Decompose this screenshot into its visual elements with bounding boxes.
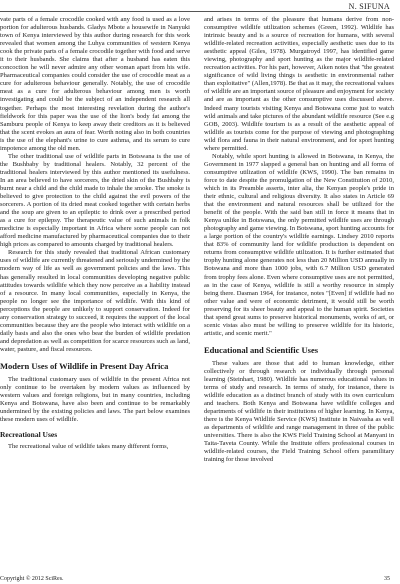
right-paragraph-1: and arises in terms of the pleasure that humans derive from non-consumptive wildlife utilization schemes (Green, 1992). Wildlife has intrinsic beauty and is a source of recreation for humans, with several wildlife-related recreation activities, especially aesthetic uses due to its aesthetic appeal (Giles, 1978). Murgatroyd 1997, has identified game viewing, photography and sport hunting as the major wildlife-related recreation activities. For his part, however, Aiken notes that "the greatest significance of wild living things is aesthetic in environmental rather than exploitative" (Allen,1978). Be that as it may, the recreational values of wildlife are an important source of pleasure and enjoyment for society and are as important as the other consumptive uses discussed above. Indeed many tourists visiting Kenya and Botswana come just to watch wild animals and take pictures of the abundant wildlife resource (See e.g GOB, 2003). Wildlife tourism is as a result of the aesthetic appeal of wildlife as tourists come for the purpose of viewing and photographing wild flora and fauna in their natural environment, and for sport hunting where permitted. [204,16,394,152]
left-paragraph-1: vate parts of a female crocodile cooked with any food is used as a love portion for adulterous husbands. Gladys Mbote a housewife in Nanyuki town of Kenya interviewed by this author during research for this work revealed that women among the Luhya communities of western Kenya cook the private parts of a female crocodile together with food and serve it to their husbands. She claims that after a husband has eaten this concoction he will never admire any other woman apart from his wife. Pharmaceutical companies could consider the use of crocodile meat as a cure for adulterous behaviour generally. Notably, the use of crocodile meat as a cure for adulterous behaviour among men is worth investigating and could be the subject of an independent research all together. Perhaps the most interesting revelation during the author's fieldwork for this paper was the use of the lion's body fat among the Samburu people of Kenya to keep away their creditors as it is believed that the scent evokes an aura of fear. Worth noting also in both countries is the use of the elephant's urine to cure asthma, and its serum to cure impotence among the old men. [0,16,190,152]
section-heading-educational: Educational and Scientific Uses [204,344,319,355]
copyright-notice: Copyright © 2012 SciRes. [0,576,64,582]
left-paragraph-2: The other traditional use of wildlife parts in Botswana is the use of the Bushbaby by traditional healers. Notably, 32 percent of the traditional healers interviewed by this author mentioned its usefulness. In an area believed to have sorcerers, the dried skin of the Bushbaby is burnt near a child and the child made to inhale the smoke. The smoke is believed to give protection to the child against the evil powers of the sorcerers. A portion of its dried meat cooked together with certain herbs and the soup are given to an epileptic to drink over a prescribed period as a cure for epilepsy. The therapeutic value of such animals in folk medicine is especially important in Africa where some people can not afford medicine manufactured by pharmaceutical companies due to their high prices as compared to amounts charged by traditional healers. [0,152,190,249]
header-rule [0,11,390,12]
right-paragraph-2: Notably, while sport hunting is allowed in Botswana, in Kenya, the Government in 1977 slapped a general ban on hunting and all forms of consumptive utilization of wildlife (KWS, 1990). The ban remains in force to date despite the promulgation of the New Constitution of 2010, which in its Preamble asserts, inter alia, the Kenyan people's pride in their ethnic, cultural and religious diversity. It also states in Article 69 that the environment and natural resources shall be utilized for the benefit of the people. With the said ban still in force it means that in Kenya unlike in Botswana, the only permitted wildlife uses are through photography and game viewing. In Botswana, sport hunting accounts for a large portion of the country's wildlife earnings. Lindsey 2010 reports that 83% of community land for wildlife production is dependent on returns from consumptive wildlife utilization. It is further estimated that trophy hunting alone generates not less than 20 Million USD annually in Botswana and more than 1000 jobs, with 6.7 Million USD generated from trophy fees alone. Even where consumptive uses are not permitted, as in the case of Kenya, wildlife is still a worthy resource in simply being there. Dasman 1964, for instance, notes "[Even] if wildlife had no other value and were of economic detriment, it would still be worth preserving for its sheer beauty and appeal to the human spirit. Societies that spend great sums to preserve historical monuments, works of art, or scenic vistas also must be willing to preserve wildlife for its historic, artistic, and scenic merit." [204,152,394,337]
right-column [204,16,394,576]
left-paragraph-3: Research for this study revealed that traditional African customary uses of wildlife are currently threatened and seriously undermined by the modern way of life as well as government policies and the laws. This has generally resulted in local communities developing negative public attitudes towards wildlife which they now perceive as a liability instead of a resource. In many local communities, especially in Kenya, the people no longer see the importance of wildlife. With this kind of perceptions the people are unlikely to support conservation. Indeed for any conservation strategy to succeed, it requires the support of the local communities because they are the people who interact with wildlife on a daily basis and also the ones who bear the burden of wildlife predation and depredation as well as competition for scarce resources such as land, water, pasture, and fiscal resources. [0,249,190,353]
left-column [0,16,190,496]
left-paragraph-4: The traditional customary uses of wildlife in the present Africa not only continue to be overtaken by modern values as influenced by western values and foreign religions, but in many countries, including Kenya and Botswana, have also been and continue to be remarkably undermined by the existing policies and laws. The part below examines these modern uses of wildlife. [0,375,190,424]
page-number: 35 [384,576,390,582]
running-head: N. SIFUNA [348,2,390,11]
left-paragraph-5: The recreational value of wildlife takes many different forms, [8,443,169,451]
subsection-heading-recreational: Recreational Uses [0,430,58,440]
section-heading-modern-uses: Modern Uses of Wildlife in Present Day Africa [0,360,169,371]
right-paragraph-3: These values are those that add to human knowledge, either collectively or through research or individually through personal learning (Steinhart, 1980). Wildlife has numerous educational values in terms of study and research. In terms of study, for instance, there is wildlife education as a distinct branch of study with its own curriculum and teachers. Both Kenya and Botswana have wildlife colleges and departments of wildlife in their institutions of higher learning. In Kenya, there is the Kenya Wildlife Service (KWS) Institute in Naivasha as well as departments of wildlife and range management in three of the public universities. There is also the KWS Field Training School at Manyani in Taita-Taveta County. While the Institute offers professional courses in wildlife-related courses, the Field Training School offers paramilitary training for those involved [204,359,394,464]
